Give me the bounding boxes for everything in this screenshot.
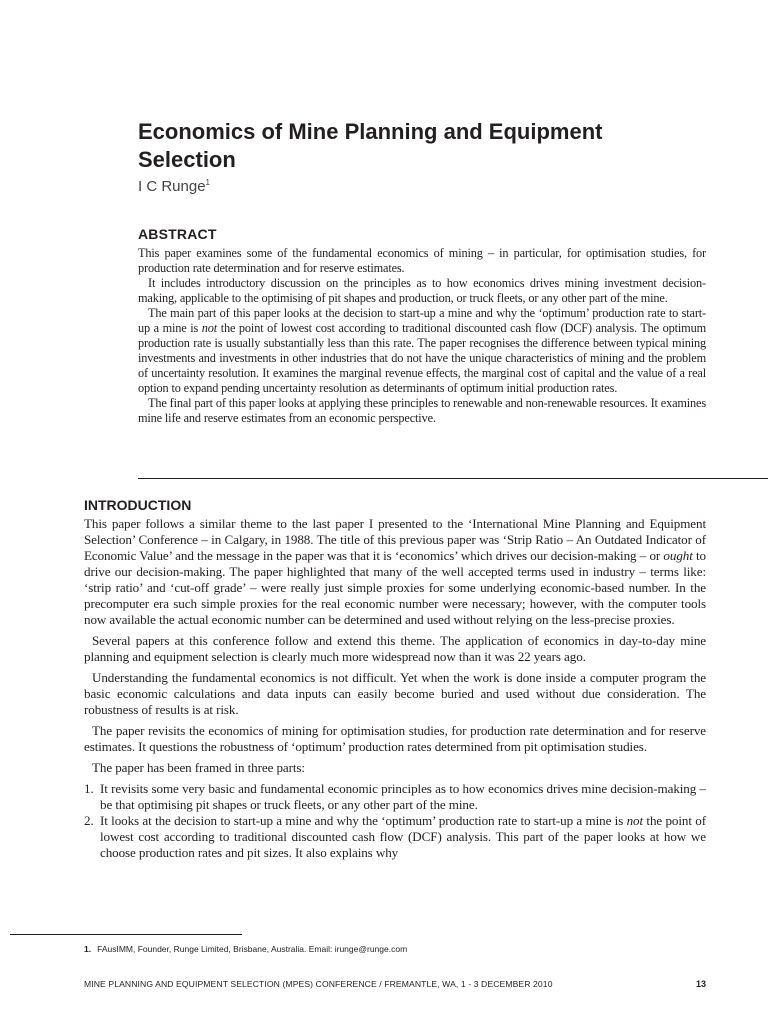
abstract-paragraph: It includes introductory discussion on the principles as to how economics drives mining investment decision-making, applicable to the optimising of pit shapes and production, or truck fleets, or any other part of the mine. — [138, 276, 706, 305]
author-footnote-mark: 1 — [205, 178, 210, 187]
footnote-divider — [10, 934, 242, 935]
running-footer: MINE PLANNING AND EQUIPMENT SELECTION (MPES) CONFERENCE / FREMANTLE, WA, 1 - 3 DECEMBER 2010 — [84, 979, 553, 989]
paper-title: Economics of Mine Planning and Equipment Selection — [138, 119, 603, 172]
abstract-paragraph: The main part of this paper looks at the decision to start-up a mine and why the ‘optimum’ production rate to start-up a mine is not the point of lowest cost according to traditional discounted cash flow (DCF) analysis. The optimum production rate is usually substantially less than this rate. The paper recognises the difference between typical mining investments and investments in other industries that do not have the unique characteristics of mining and the problem of uncertainty resolution. It examines the marginal revenue effects, the marginal cost of capital and the value of a real option to expand pending uncertainty resolution as determinants of optimum initial production rates. — [138, 306, 706, 395]
footnote-mark: 1. — [84, 944, 92, 954]
author-line — [138, 178, 210, 195]
section-divider — [138, 478, 768, 479]
author-name: I C Runge — [138, 178, 206, 195]
list-item — [84, 813, 706, 861]
abstract-body — [138, 246, 706, 426]
list-item-text: It looks at the decision to start-up a mine and why the ‘optimum’ production rate to start-up a mine is not the point of lowest cost according to traditional discounted cash flow (DCF) analysis. This part of the paper looks at how we choose production rates and pit sizes. It also explains why — [100, 813, 706, 860]
intro-paragraph: Understanding the fundamental economics is not difficult. Yet when the work is done inside a computer program the basic economic calculations and data inputs can easily become buried and used without due consideration. The robustness of results is at risk. — [84, 670, 706, 717]
page-number: 13 — [695, 979, 706, 989]
intro-list — [84, 781, 706, 861]
list-item — [84, 781, 706, 813]
list-item-text: It revisits some very basic and fundamental economic principles as to how economics drives mine decision-making – be that optimising pit shapes or truck fleets, or any other part of the mine. — [100, 781, 706, 812]
intro-paragraph: This paper follows a similar theme to the last paper I presented to the ‘International Mine Planning and Equipment Selection’ Conference – in Calgary, in 1988. The title of this previous paper was ‘Strip Ratio – An Outdated Indicator of Economic Value’ and the message in the paper was that it is ‘economics’ which drives our decision-making – or ought to drive our decision-making. The paper highlighted that many of the well accepted terms used in industry – terms like: ‘strip ratio’ and ‘cut-off grade’ – were really just simple proxies for some underlying economic-based number. In the precomputer era such simple proxies for the real economic number were necessary; however, with the computer tools now available the actual economic number can be determined and used without relying on the less-precise proxies. — [84, 516, 706, 627]
intro-paragraph: Several papers at this conference follow and extend this theme. The application of economics in day-to-day mine planning and equipment selection is clearly much more widespread now than it was 22 years ago. — [84, 633, 706, 664]
intro-paragraph: The paper has been framed in three parts: — [92, 760, 305, 775]
abstract-heading: ABSTRACT — [138, 226, 217, 242]
abstract-paragraph: The final part of this paper looks at applying these principles to renewable and non-renewable resources. It examines mine life and reserve estimates from an economic perspective. — [138, 396, 706, 425]
introduction-body — [84, 516, 706, 861]
introduction-heading: INTRODUCTION — [84, 497, 192, 513]
intro-paragraph: The paper revisits the economics of mining for optimisation studies, for production rate determination and for reserve estimates. It questions the robustness of ‘optimum’ production rates determined from pit optimisation studies. — [84, 723, 706, 754]
footnote-text: FAusIMM, Founder, Runge Limited, Brisbane, Australia. Email: irunge@runge.com — [97, 944, 408, 954]
list-item-number: 1. — [84, 781, 94, 796]
footnote — [84, 944, 407, 954]
list-item-number: 2. — [84, 813, 94, 828]
abstract-paragraph: This paper examines some of the fundamental economics of mining – in particular, for optimisation studies, for production rate determination and for reserve estimates. — [138, 246, 706, 275]
